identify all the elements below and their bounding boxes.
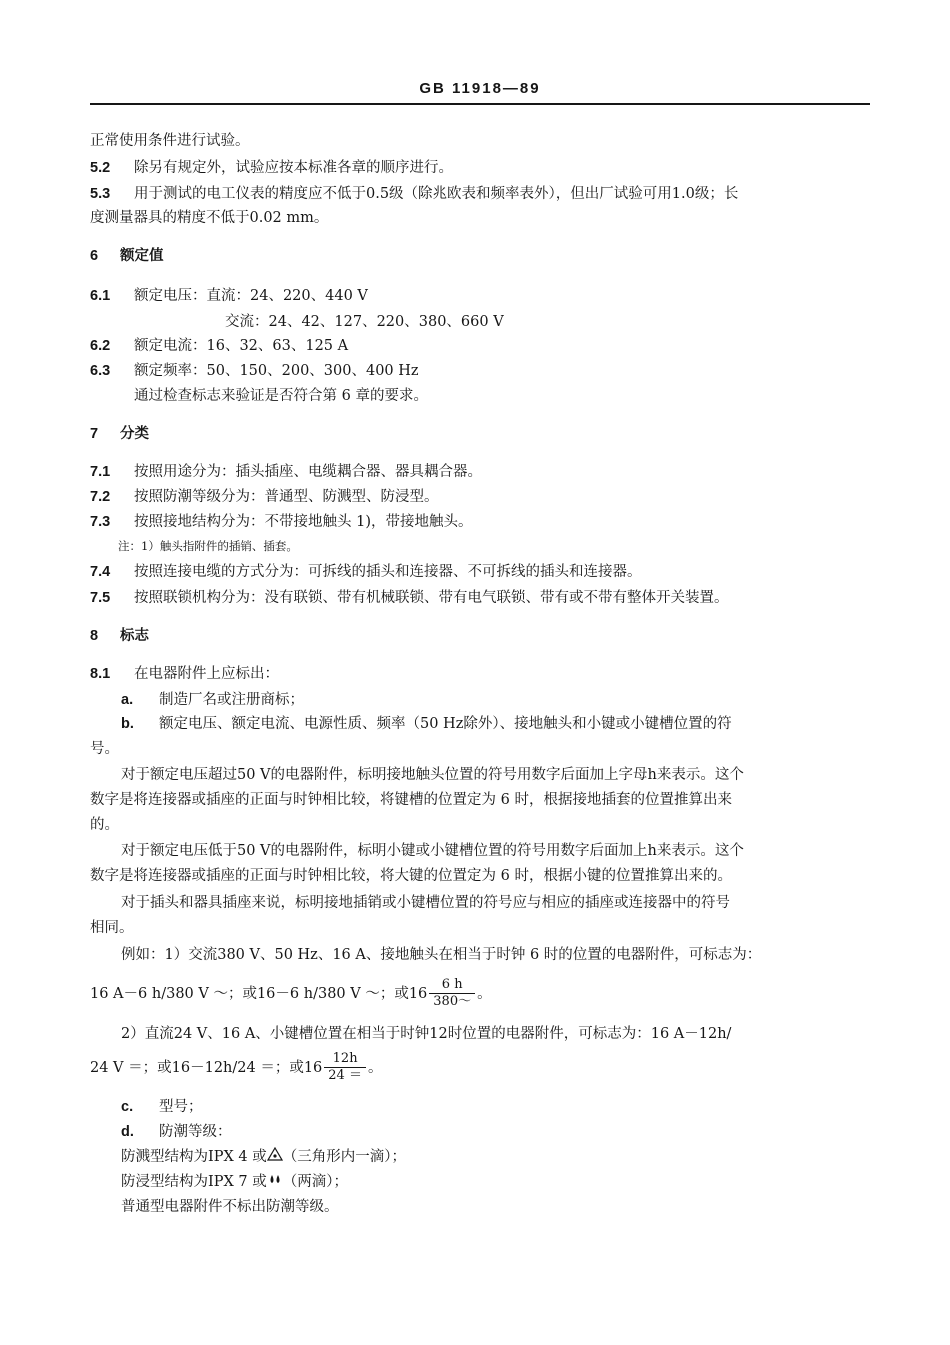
- clause-5-2: [90, 158, 453, 178]
- section-number: 7: [90, 426, 99, 442]
- example-1-line-1: 例如：1）交流380 V、50 Hz、16 A、接地触头在相当于时钟 6 时的位置的电器附件，可标志为：: [121, 947, 762, 963]
- para-3-line-1: 对于插头和器具插座来说，标明接地插销或小键槽位置的符号应与相应的插座或连接器中的符号: [121, 895, 730, 911]
- example-2-marking: [90, 1052, 382, 1083]
- item-c: [121, 1097, 203, 1117]
- standard-code-header: GB 11918—89: [419, 80, 541, 97]
- item-letter: a.: [121, 692, 134, 708]
- para-1-line-1: 对于额定电压超过50 V的电器附件，标明接地触头位置的符号用数字后面加上字母h来表示。这个: [121, 767, 744, 783]
- clause-number: 6.1: [90, 288, 111, 304]
- clause-5-3-cont: 度测量器具的精度不低于0.02 mm。: [90, 210, 329, 226]
- clause-text: 按照用途分为：插头插座、电缆耦合器、器具耦合器。: [134, 464, 482, 480]
- item-a: [121, 690, 304, 710]
- clause-number: 7.4: [90, 564, 111, 580]
- fraction-numerator: 6 h: [429, 978, 475, 994]
- marking-description: （两滴）；: [282, 1174, 348, 1190]
- clause-text: 额定电流：16、32、63、125 A: [134, 338, 349, 354]
- clause-6-1-ac: 交流：24、42、127、220、380、660 V: [225, 314, 504, 330]
- clause-7-2: [90, 487, 439, 507]
- item-text: 防潮等级：: [159, 1124, 232, 1140]
- item-b-cont: 号。: [90, 741, 119, 757]
- clause-text: 额定电压：直流：24、220、440 V: [134, 288, 368, 304]
- section-title: 分类: [120, 425, 149, 442]
- clause-text: 在电器附件上应标出：: [134, 666, 279, 682]
- marking-text: 16 A－6 h/380 V ～；或16－6 h/380 V ～；或16: [90, 985, 428, 1002]
- fraction-denominator: 380～: [433, 994, 472, 1009]
- example-1-marking: [90, 978, 492, 1009]
- clause-text: 按照联锁机构分为：没有联锁、带有机械联锁、带有电气联锁、带有或不带有整体开关装置。: [134, 590, 729, 606]
- clause-text: 按照防潮等级分为：普通型、防溅型、防浸型。: [134, 489, 439, 505]
- immersion-proof-marking: [121, 1172, 348, 1192]
- clause-8-1: [90, 664, 279, 684]
- clause-number: 5.3: [90, 186, 111, 202]
- continuation-line: 正常使用条件进行试验。: [90, 133, 250, 149]
- clause-number: 6.3: [90, 363, 111, 379]
- marking-end: 。: [477, 985, 492, 1002]
- marking-fraction: [324, 1052, 366, 1083]
- section-title: 标志: [120, 627, 149, 644]
- para-3-line-2: 相同。: [90, 920, 134, 936]
- section-number: 8: [90, 628, 99, 644]
- section-7-heading: [90, 424, 149, 444]
- note-7-3: 注：1）触头指附件的插销、插套。: [118, 539, 298, 553]
- item-d: [121, 1122, 232, 1142]
- item-letter: c.: [121, 1099, 134, 1115]
- item-text: 额定电压、额定电流、电源性质、频率（50 Hz除外）、接地触头和小键或小键槽位置的符: [159, 716, 732, 732]
- clause-6-3-verify: 通过检查标志来验证是否符合第 6 章的要求。: [134, 388, 428, 404]
- clause-6-2: [90, 336, 348, 356]
- para-1-line-2: 数字是将连接器或插座的正面与时钟相比较，将键槽的位置定为 6 时，根据接地插套的位置推算出来: [90, 792, 732, 808]
- section-6-heading: [90, 246, 164, 266]
- marking-text: 24 V ＝；或16－12h/24 ＝；或16: [90, 1059, 323, 1076]
- clause-text: 额定频率：50、150、200、300、400 Hz: [134, 363, 419, 379]
- clause-number: 5.2: [90, 160, 111, 176]
- item-b: [121, 714, 732, 734]
- clause-number: 7.2: [90, 489, 111, 505]
- clause-6-3: [90, 361, 419, 381]
- clause-5-3: [90, 184, 738, 204]
- marking-text: 防浸型结构为IPX 7 或: [121, 1174, 267, 1190]
- section-number: 6: [90, 248, 99, 264]
- ordinary-type-note: 普通型电器附件不标出防潮等级。: [121, 1199, 339, 1215]
- header-rule: [90, 103, 870, 105]
- clause-number: 8.1: [90, 666, 111, 682]
- section-title: 额定值: [120, 247, 164, 264]
- clause-text: 按照接地结构分为：不带接地触头 1)，带接地触头。: [134, 514, 473, 530]
- para-2-line-2: 数字是将连接器或插座的正面与时钟相比较，将大键的位置定为 6 时，根据小键的位置推算出来的。: [90, 868, 732, 884]
- clause-text: 按照连接电缆的方式分为：可拆线的插头和连接器、不可拆线的插头和连接器。: [134, 564, 642, 580]
- marking-end: 。: [367, 1059, 383, 1076]
- clause-number: 7.3: [90, 514, 111, 530]
- para-2-line-1: 对于额定电压低于50 V的电器附件，标明小键或小键槽位置的符号用数字后面加上h来表示。这个: [121, 843, 744, 859]
- clause-text: 用于测试的电工仪表的精度应不低于0.5级（除兆欧表和频率表外），但出厂试验可用1.0级；长: [134, 186, 739, 202]
- example-2-line-1: 2）直流24 V、16 A、小键槽位置在相当于时钟12时位置的电器附件，可标志为：16 A－12h/: [121, 1026, 732, 1042]
- splash-proof-marking: [121, 1147, 406, 1167]
- clause-6-1: [90, 286, 368, 306]
- clause-7-3: [90, 512, 473, 532]
- fraction-numerator: 12h: [324, 1052, 366, 1068]
- para-1-line-3: 的。: [90, 817, 119, 833]
- marking-text: 防溅型结构为IPX 4 或: [121, 1149, 267, 1165]
- two-drops-icon: [267, 1172, 283, 1192]
- marking-description: （三角形内一滴）；: [282, 1149, 406, 1165]
- marking-fraction: [429, 978, 475, 1009]
- section-8-heading: [90, 626, 149, 646]
- triangle-drop-icon: [267, 1147, 283, 1167]
- clause-number: 6.2: [90, 338, 111, 354]
- clause-7-5: [90, 588, 729, 608]
- item-letter: b.: [121, 716, 134, 732]
- item-text: 型号；: [159, 1099, 203, 1115]
- item-text: 制造厂名或注册商标；: [159, 692, 304, 708]
- clause-number: 7.5: [90, 590, 111, 606]
- fraction-denominator: 24 ＝: [328, 1068, 362, 1083]
- clause-text: 除另有规定外，试验应按本标准各章的顺序进行。: [134, 160, 453, 176]
- item-letter: d.: [121, 1124, 134, 1140]
- clause-7-4: [90, 562, 642, 582]
- clause-7-1: [90, 462, 482, 482]
- clause-number: 7.1: [90, 464, 111, 480]
